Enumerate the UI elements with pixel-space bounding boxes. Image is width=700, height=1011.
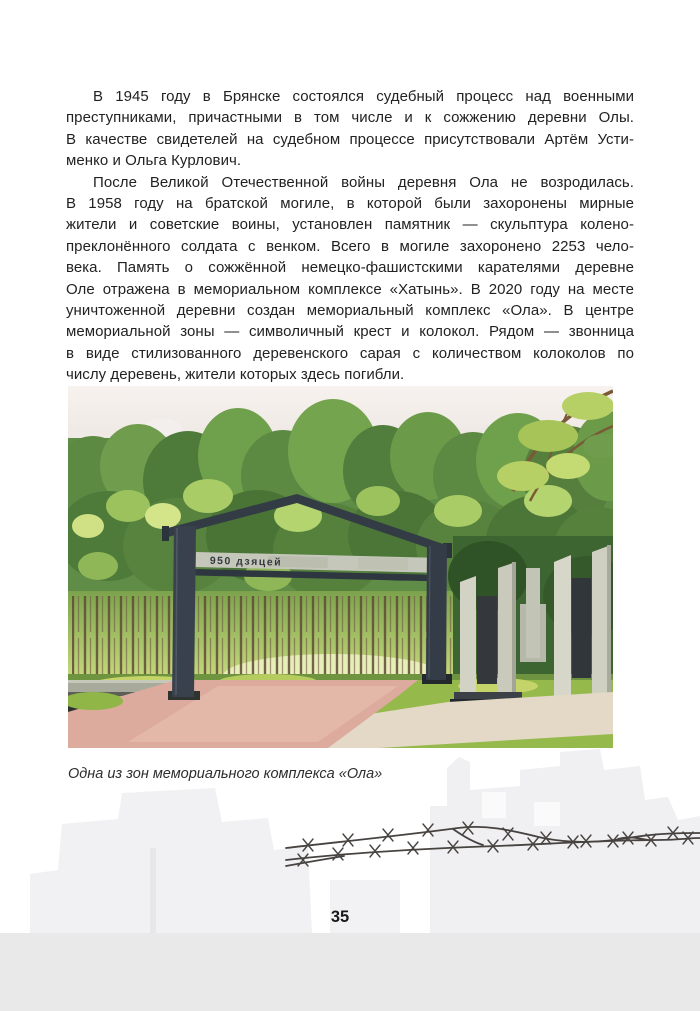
body-text-line: После Великой Отечественной войны деревня Ола не возродилась.: [93, 173, 634, 191]
body-text-line: числу деревень, жители которых здесь погибли.: [66, 366, 405, 384]
body-text-line: мемориальной зоны — символичный крест и колокол. Рядом — звонница: [66, 323, 634, 341]
body-text-line: В качестве свидетелей на судебном процессе присутствовали Артём Усти-: [66, 130, 634, 148]
body-text: [66, 86, 634, 386]
barbed-wire-illustration: [278, 814, 700, 876]
photo-tree-trunks: [72, 596, 456, 678]
body-text-line: уничтоженной деревни создан мемориальный комплекс «Ола». В центре: [66, 302, 634, 320]
footer-gray-band: [0, 933, 700, 1011]
memorial-photo: [68, 386, 613, 748]
body-text-line: жители и советские воины, установлен памятник — скульптура колено-: [66, 216, 634, 234]
body-text-line: века. Память о сожжённой немецко-фашистскими карателями деревне: [66, 259, 634, 277]
body-text-line: преступниками, причастными в том числе и к сожжению деревни Олы.: [66, 109, 634, 127]
body-text-line: в виде стилизованного деревенского сарая с количеством колоколов по: [66, 344, 634, 362]
body-text-line: В 1958 году на братской могиле, в которой были захоронены мирные: [66, 195, 634, 213]
gate-sign-text: 950 дзяцей: [209, 554, 283, 569]
page-number: 35: [330, 908, 350, 926]
body-text-line: В 1945 году в Брянске состоялся судебный процесс над военными: [93, 88, 634, 105]
body-text-line: менко и Ольга Курлович.: [66, 152, 242, 170]
photo-caption: Одна из зон мемориального комплекса «Ола»: [68, 766, 383, 782]
body-text-line: Оле отражена в мемориальном комплексе «Хатынь». В 2020 году на месте: [66, 280, 634, 298]
body-text-line: преклонённого солдата с венком. Всего в могиле захоронено 2253 чело-: [66, 237, 634, 255]
